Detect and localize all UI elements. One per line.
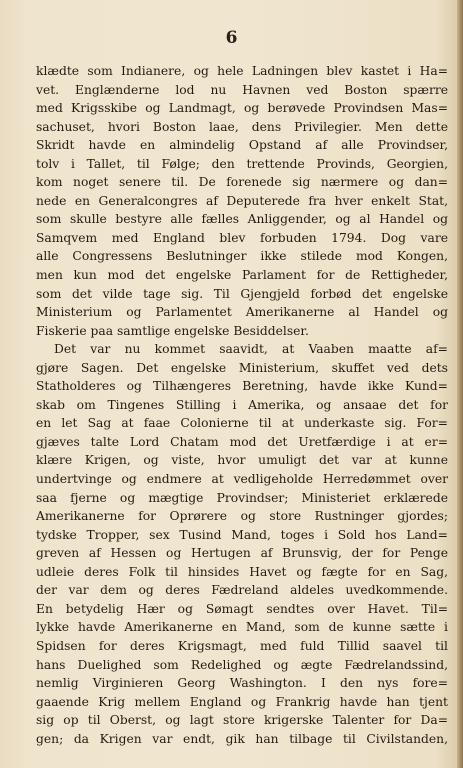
text-line: gjæves talte Lord Chatam mod det Uretfærdige i at er= — [36, 434, 448, 449]
text-line: med Krigsskibe og Landmagt, og berøvede Provindsen Mas= — [36, 101, 448, 116]
page-number: 6 — [225, 28, 238, 48]
text-line: som skulle bestyre alle fælles Anliggender, og al Handel og — [36, 212, 448, 227]
text-line: lykke havde Amerikanerne en Mand, som de kunne sætte i — [36, 620, 448, 635]
text-line: saa fjerne og mægtige Provindser; Ministeriet erklærede — [36, 490, 448, 505]
text-line: som det vilde tage sig. Til Gjengjeld forbød det engelske — [36, 286, 448, 301]
text-line: greven af Hessen og Hertugen af Brunsvig, der for Penge — [36, 546, 448, 561]
text-line: hans Duelighed som Redelighed og ægte Fædrelandssind, — [36, 657, 448, 672]
text-line: klære Krigen, og viste, hvor umuligt det var at kunne — [36, 453, 448, 468]
text-line: der var dem og deres Fædreland aldeles uvedkommende. — [36, 583, 448, 598]
text-line: Amerikanerne for Oprørere og store Rustninger gjordes; — [36, 509, 448, 524]
text-line: gaaende Krig mellem England og Frankrig havde han tjent — [36, 694, 448, 709]
text-line: gjøre Sagen. Det engelske Ministerium, skuffet ved dets — [36, 360, 448, 375]
text-line: gen; da Krigen var endt, gik han tilbage til Civilstanden, — [36, 731, 448, 746]
paragraph-first-line: Det var nu kommet saavidt, at Vaaben maatte af= — [54, 342, 448, 357]
text-line: sachuset, hvori Boston laae, dens Privilegier. Men dette — [36, 119, 448, 134]
text-line: Ministerium og Parlamentet Amerikanerne al Handel og — [36, 305, 448, 320]
text-line: skab om Tingenes Stilling i Amerika, og ansaae det for — [36, 397, 448, 412]
body-text — [36, 62, 448, 748]
text-line: Fiskerie paa samtlige engelske Besiddelser. — [36, 323, 309, 338]
text-line: vet. Englænderne lod nu Havnen ved Boston spærre — [36, 82, 448, 97]
text-line: klædte som Indianere, og hele Ladningen blev kastet i Ha= — [36, 64, 448, 78]
text-line: En betydelig Hær og Sømagt sendtes over Havet. Til= — [36, 601, 448, 616]
text-line: en let Sag at faae Colonierne til at underkaste sig. For= — [36, 416, 448, 431]
text-line: Spidsen for deres Krigsmagt, med fuld Tillid saavel til — [36, 638, 448, 653]
text-line: sig op til Oberst, og lagt store krigerske Talenter for Da= — [36, 713, 448, 728]
text-line: nede en Generalcongres af Deputerede fra hver enkelt Stat, — [36, 193, 448, 208]
text-line: alle Congressens Beslutninger ikke stilede mod Kongen, — [36, 249, 448, 264]
text-line: Skridt havde en almindelig Opstand af alle Provindser, — [36, 138, 448, 153]
text-line: undertvinge og endmere at vedligeholde Herredømmet over — [36, 472, 448, 487]
text-line: nemlig Virginieren Georg Washington. I den nys fore= — [36, 676, 448, 691]
text-line: Statholderes og Tilhængeres Beretning, havde ikke Kund= — [36, 379, 448, 394]
text-line: men kun mod det engelske Parlament for de Rettigheder, — [36, 268, 448, 283]
text-line: kom noget senere til. De forenede sig nærmere og dan= — [36, 175, 448, 190]
text-line: udleie deres Folk til hinsides Havet og fægte for en Sag, — [36, 564, 448, 579]
text-line: tolv i Tallet, til Følge; den trettende Provinds, Georgien, — [36, 156, 448, 171]
text-line: Samqvem med England blev forbuden 1794. Dog vare — [36, 230, 448, 245]
page-edge — [457, 0, 463, 768]
text-line: tydske Tropper, sex Tusind Mand, toges i Sold hos Land= — [36, 527, 448, 542]
